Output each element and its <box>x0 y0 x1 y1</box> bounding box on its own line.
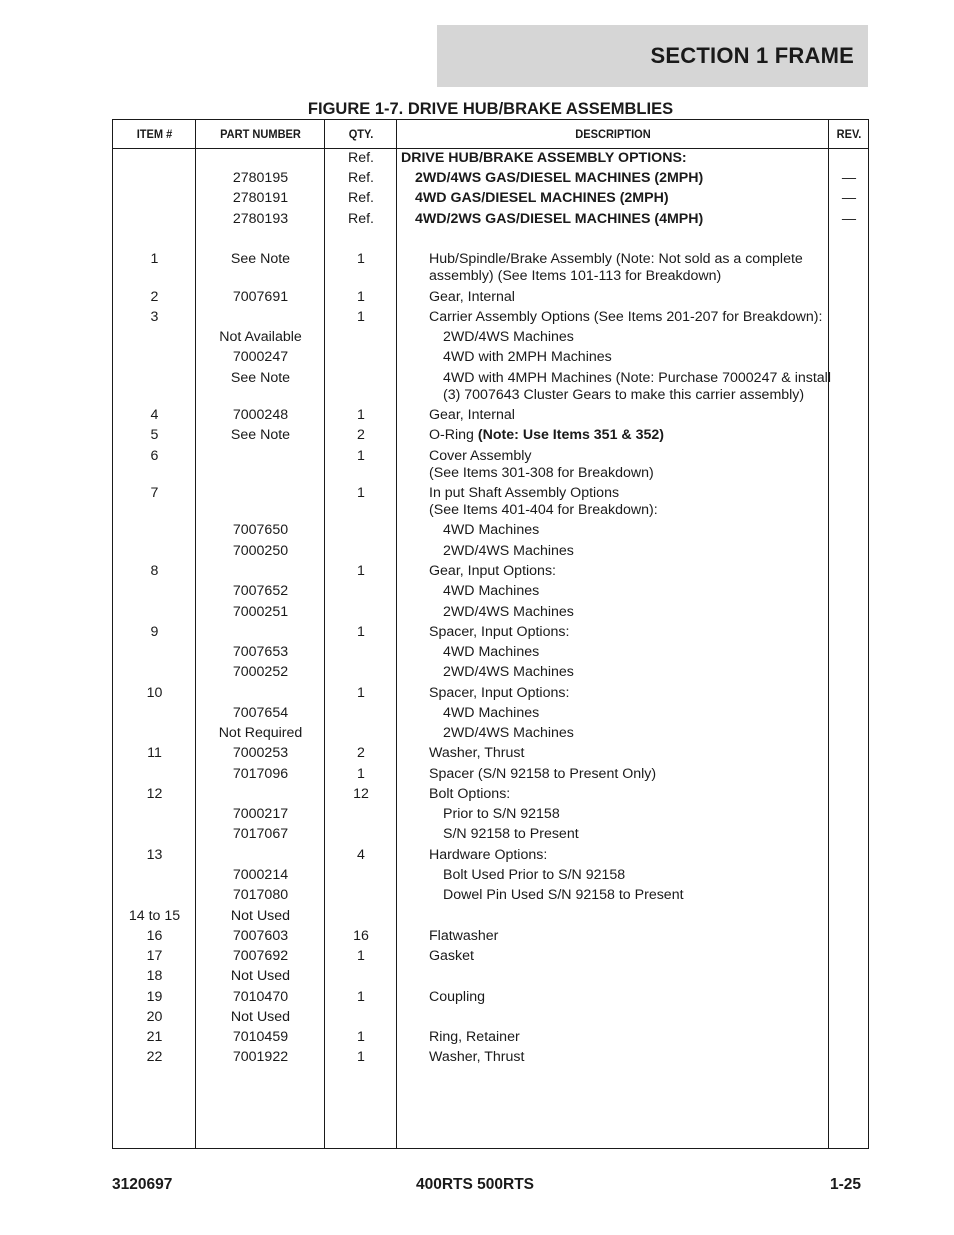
part-number: See Note <box>230 427 291 443</box>
description <box>397 685 861 702</box>
table-row <box>113 806 868 826</box>
description-text: 2WD/4WS Machines <box>443 664 574 680</box>
quantity: 16 <box>353 928 369 944</box>
description <box>397 847 861 864</box>
table-row <box>113 604 868 624</box>
table-row <box>113 766 868 786</box>
column-header-item: ITEM # <box>136 127 173 141</box>
table-row <box>113 644 868 664</box>
item-number: 21 <box>146 1029 163 1045</box>
part-number: 7010459 <box>232 1029 289 1045</box>
item-number: 1 <box>150 251 159 267</box>
table-row <box>113 685 868 705</box>
description <box>397 664 875 681</box>
table-row <box>113 427 868 447</box>
part-number: Not Used <box>230 1009 291 1025</box>
item-number: 11 <box>147 745 162 761</box>
description-text: 2WD/4WS Machines <box>443 543 574 559</box>
description <box>397 1049 861 1066</box>
quantity: 1 <box>357 766 365 782</box>
item-number: 10 <box>146 685 163 701</box>
quantity: 1 <box>357 563 365 579</box>
description <box>397 806 875 823</box>
description-continuation: assembly) (See Items 101-113 for Breakdown) <box>429 268 722 284</box>
description <box>397 485 861 519</box>
item-number: 12 <box>146 786 163 802</box>
part-number: 7007653 <box>232 644 289 660</box>
description-text: Hardware Options: <box>429 847 548 863</box>
quantity: 1 <box>357 289 365 305</box>
item-number: 6 <box>150 448 159 464</box>
description-text: 4WD with 4MPH Machines (Note: Purchase 7000247 & install <box>443 370 831 386</box>
item-number: 13 <box>146 847 163 863</box>
description <box>397 604 875 621</box>
section-title: SECTION 1 FRAME <box>650 43 854 68</box>
column-header-description: DESCRIPTION <box>575 127 651 141</box>
description-text: Bolt Used Prior to S/N 92158 <box>443 867 626 883</box>
part-number: 7007692 <box>232 948 289 964</box>
table-row <box>113 349 868 369</box>
item-number: 2 <box>150 289 159 305</box>
quantity: Ref. <box>347 150 375 166</box>
item-number: 8 <box>150 563 159 579</box>
description-text: Flatwasher <box>429 928 499 944</box>
description <box>397 583 875 600</box>
description <box>397 211 847 228</box>
table-row <box>113 725 868 745</box>
table-row <box>113 251 868 284</box>
item-number: 22 <box>146 1049 163 1065</box>
item-number: 20 <box>146 1009 163 1025</box>
table-row <box>113 847 868 867</box>
description-text: In put Shaft Assembly Options <box>429 485 620 501</box>
description-text: Prior to S/N 92158 <box>443 806 560 822</box>
description-text: Coupling <box>429 989 486 1005</box>
table-row <box>113 826 868 846</box>
description <box>397 725 875 742</box>
description <box>397 867 875 884</box>
table-row <box>113 948 868 968</box>
description-text: 2WD/4WS Machines <box>443 725 574 741</box>
quantity: 4 <box>357 847 365 863</box>
table-row <box>113 190 868 210</box>
part-number: See Note <box>230 251 291 267</box>
revision: — <box>841 211 857 227</box>
description <box>397 522 875 539</box>
part-number: 7007652 <box>232 583 289 599</box>
part-number: 7000248 <box>232 407 289 423</box>
part-number: Not Required <box>218 725 303 741</box>
description-text: S/N 92158 to Present <box>443 826 579 842</box>
description <box>397 948 861 965</box>
quantity: 2 <box>357 427 365 443</box>
table-row <box>113 745 868 765</box>
table-row <box>113 664 868 684</box>
description <box>397 370 875 404</box>
column-header-part-number: PART NUMBER <box>220 127 301 141</box>
item-number: 16 <box>146 928 163 944</box>
description-text: 2WD/4WS Machines <box>443 604 574 620</box>
table-row <box>113 522 868 542</box>
part-number: 2780191 <box>232 190 289 206</box>
figure-title: FIGURE 1-7. DRIVE HUB/BRAKE ASSEMBLIES <box>307 100 674 118</box>
table-row <box>113 170 868 190</box>
description <box>397 745 861 762</box>
table-row <box>113 1029 868 1049</box>
table-row <box>113 867 868 887</box>
description-continuation: (3) 7007643 Cluster Gears to make this carrier assembly) <box>443 387 805 403</box>
description-text: 4WD with 2MPH Machines <box>443 349 612 365</box>
footer-page-number: 1-25 <box>829 1176 861 1193</box>
section-header-band <box>437 25 868 87</box>
part-number: Not Used <box>230 908 291 924</box>
table-row <box>113 968 868 988</box>
description-text: Dowel Pin Used S/N 92158 to Present <box>443 887 684 903</box>
description-text: Spacer, Input Options: <box>429 624 570 640</box>
table-row <box>113 150 868 170</box>
quantity: 1 <box>357 989 365 1005</box>
description <box>397 928 861 945</box>
part-number: 7010470 <box>232 989 289 1005</box>
description-text: 4WD Machines <box>443 644 540 660</box>
description-text: Hub/Spindle/Brake Assembly (Note: Not sold as a complete <box>429 251 803 267</box>
item-number: 3 <box>150 309 159 325</box>
quantity: 12 <box>353 786 369 802</box>
quantity: Ref. <box>347 211 375 227</box>
description <box>397 786 861 803</box>
quantity: 1 <box>357 685 365 701</box>
description-continuation: (See Items 401-404 for Breakdown): <box>429 502 658 518</box>
table-row <box>113 1009 868 1029</box>
footer-doc-number: 3120697 <box>112 1176 173 1193</box>
description <box>397 329 875 346</box>
table-row <box>113 309 868 329</box>
description <box>397 309 861 326</box>
part-number: 2780195 <box>232 170 289 186</box>
description <box>397 190 847 207</box>
part-number: 7000252 <box>232 664 289 680</box>
part-number: 2780193 <box>232 211 289 227</box>
description <box>397 170 847 187</box>
table-row <box>113 485 868 518</box>
description-text: Gasket <box>429 948 474 964</box>
description <box>397 989 861 1006</box>
description <box>397 427 861 444</box>
quantity: 1 <box>357 251 365 267</box>
quantity: Ref. <box>347 170 375 186</box>
part-number: 7007650 <box>232 522 289 538</box>
part-number: 7000250 <box>232 543 289 559</box>
description-text: Spacer (S/N 92158 to Present Only) <box>429 766 657 782</box>
description-text: Bolt Options: <box>429 786 511 802</box>
item-number: 5 <box>150 427 159 443</box>
table-row <box>113 543 868 563</box>
description-text: Carrier Assembly Options (See Items 201-207 for Breakdown): <box>429 309 823 325</box>
quantity: 1 <box>357 1029 365 1045</box>
description-text: 4WD/2WS GAS/DIESEL MACHINES (4MPH) <box>415 211 704 227</box>
description <box>397 705 875 722</box>
description-text: Spacer, Input Options: <box>429 685 570 701</box>
part-number: 7000253 <box>232 745 289 761</box>
part-number: Not Available <box>219 329 302 345</box>
quantity: Ref. <box>347 190 375 206</box>
table-row <box>113 928 868 948</box>
part-number: 7007603 <box>232 928 289 944</box>
item-number: 17 <box>146 948 163 964</box>
description-text: Washer, Thrust <box>429 1049 525 1065</box>
table-row <box>113 289 868 309</box>
description-text: 4WD GAS/DIESEL MACHINES (2MPH) <box>415 190 669 206</box>
footer-model: 400RTS 500RTS <box>415 1176 535 1193</box>
description-text: Washer, Thrust <box>429 745 525 761</box>
table-row <box>113 211 868 231</box>
part-number: 7017096 <box>232 766 289 782</box>
part-number: See Note <box>230 370 291 386</box>
description <box>397 251 861 285</box>
part-number: 7001922 <box>232 1049 289 1065</box>
part-number: 7017080 <box>232 887 289 903</box>
quantity: 1 <box>357 624 365 640</box>
table-row <box>113 989 868 1009</box>
description <box>397 563 861 580</box>
item-number: 4 <box>150 407 159 423</box>
part-number: 7000214 <box>232 867 289 883</box>
table-row <box>113 908 868 928</box>
table-row <box>113 329 868 349</box>
quantity: 1 <box>357 1049 365 1065</box>
description-continuation: (See Items 301-308 for Breakdown) <box>429 465 654 481</box>
table-row <box>113 563 868 583</box>
description <box>397 1029 861 1046</box>
column-header-rev: REV. <box>836 127 862 141</box>
part-number: 7007654 <box>232 705 289 721</box>
description <box>397 407 861 424</box>
table-row <box>113 705 868 725</box>
item-number: 14 to 15 <box>128 908 181 924</box>
quantity: 1 <box>357 309 365 325</box>
description <box>397 624 861 641</box>
description-text: 4WD Machines <box>443 705 540 721</box>
table-row <box>113 448 868 481</box>
description <box>397 349 875 366</box>
description-text: 4WD Machines <box>443 583 540 599</box>
table-row <box>113 1049 868 1069</box>
description-text: 2WD/4WS Machines <box>443 329 574 345</box>
description <box>397 448 861 482</box>
item-number: 19 <box>146 989 163 1005</box>
revision: — <box>841 170 857 186</box>
table-row <box>113 624 868 644</box>
quantity: 1 <box>357 407 365 423</box>
part-number: Not Used <box>230 968 291 984</box>
description-text: DRIVE HUB/BRAKE ASSEMBLY OPTIONS: <box>401 150 687 166</box>
description <box>397 887 875 904</box>
quantity: 1 <box>357 485 365 501</box>
quantity: 1 <box>357 448 365 464</box>
item-number: 7 <box>150 485 159 501</box>
table-row <box>113 407 868 427</box>
revision: — <box>841 190 857 206</box>
part-number: 7007691 <box>232 289 289 305</box>
description-note: (Note: Use Items 351 & 352) <box>477 427 664 443</box>
column-header-qty: QTY. <box>348 127 374 141</box>
header-divider <box>113 148 868 149</box>
description <box>397 543 875 560</box>
description-text: Ring, Retainer <box>429 1029 520 1045</box>
description-text: Gear, Internal <box>429 289 515 305</box>
item-number: 18 <box>146 968 163 984</box>
description-text: Cover Assembly <box>429 448 532 464</box>
description <box>397 826 875 843</box>
quantity: 2 <box>357 745 365 761</box>
description <box>397 150 833 167</box>
part-number: 7017067 <box>232 826 289 842</box>
part-number: 7000247 <box>232 349 289 365</box>
part-number: 7000251 <box>232 604 289 620</box>
description <box>397 766 861 783</box>
part-number: 7000217 <box>232 806 289 822</box>
table-row <box>113 887 868 907</box>
parts-table <box>112 119 869 1149</box>
description-text: Gear, Input Options: <box>429 563 556 579</box>
description-text: 2WD/4WS GAS/DIESEL MACHINES (2MPH) <box>415 170 704 186</box>
quantity: 1 <box>357 948 365 964</box>
description-text: O-Ring <box>429 427 474 443</box>
description <box>397 644 875 661</box>
description-text: Gear, Internal <box>429 407 515 423</box>
item-number: 9 <box>150 624 159 640</box>
table-row <box>113 583 868 603</box>
table-row <box>113 786 868 806</box>
description-text: 4WD Machines <box>443 522 540 538</box>
description <box>397 289 861 306</box>
table-row <box>113 370 868 403</box>
